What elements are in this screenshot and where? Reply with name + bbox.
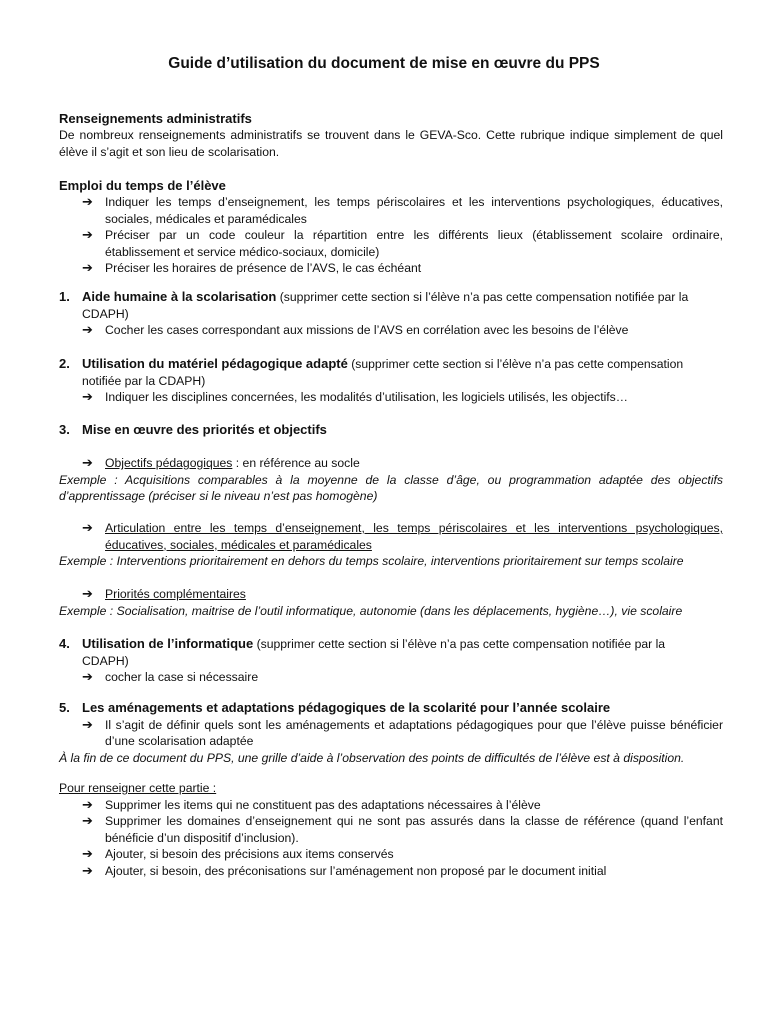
example-text: Exemple : Acquisitions comparables à la moyenne de la classe d’âge, ou programmation adaptée des objectifs d’apprentissage (préciser si le niveau n’est pas homogène) bbox=[59, 472, 723, 504]
section-4 bbox=[59, 636, 723, 686]
arrow-list bbox=[59, 717, 723, 750]
arrow-list bbox=[59, 194, 723, 277]
arrow-icon: ➔ bbox=[82, 586, 93, 601]
section-heading: 1. Aide humaine à la scolarisation (supprimer cette section si l’élève n’a pas cette compensation notifiée par la bbox=[59, 289, 689, 304]
arrow-icon: ➔ bbox=[82, 260, 93, 276]
list-item: ➔ Il s’agit de définir quels sont les aménagements et adaptations pédagogiques pour que l’élève puisse bénéficier d’une scolarisation adaptée bbox=[82, 716, 723, 749]
list-item: ➔ Objectifs pédagogiques : en référence au socle bbox=[82, 455, 360, 470]
arrow-icon: ➔ bbox=[82, 796, 93, 812]
list-item: ➔ Indiquer les temps d’enseignement, les temps périscolaires et les interventions psychologiques, éducatives, sociales, médicales et paramédicales bbox=[82, 194, 723, 226]
section-3c bbox=[59, 586, 723, 619]
list-item: ➔ cocher la case si nécessaire bbox=[82, 669, 259, 685]
arrow-list bbox=[59, 669, 723, 686]
section-emploi bbox=[59, 177, 723, 277]
arrow-list bbox=[59, 389, 723, 406]
section-heading-cont: CDAPH) bbox=[82, 653, 129, 668]
section-2 bbox=[59, 356, 723, 406]
section-fill bbox=[59, 780, 723, 880]
section-heading-cont: notifiée par la CDAPH) bbox=[82, 373, 206, 388]
list-item: ➔ Articulation entre les temps d’enseignement, les temps périscolaires et les interventions psychologiques, éducatives, sociales, médicales et paramédicales bbox=[82, 520, 723, 552]
list-item: ➔ Préciser les horaires de présence de l’AVS, le cas échéant bbox=[82, 260, 422, 276]
example-text: Exemple : Socialisation, maitrise de l’outil informatique, autonomie (dans les déplacements, hygiène…), vie scolaire bbox=[59, 603, 683, 618]
section-3a bbox=[59, 455, 723, 505]
arrow-list bbox=[59, 586, 723, 603]
section-heading: 2. Utilisation du matériel pédagogique adapté (supprimer cette section si l’élève n’a pas cette compensation bbox=[59, 356, 684, 371]
arrow-list bbox=[59, 322, 723, 339]
example-text: Exemple : Interventions prioritairement en dehors du temps scolaire, interventions prioritairement sur temps scolaire bbox=[59, 554, 684, 569]
list-item: ➔ Supprimer les items qui ne constituent pas des adaptations nécessaires à l’élève bbox=[82, 796, 541, 812]
list-item: ➔ Supprimer les domaines d’enseignement qui ne sont pas assurés dans la classe de référence (quand l’enfant bénéficie d’un dispositif d’inclusion). bbox=[82, 813, 723, 845]
arrow-icon: ➔ bbox=[82, 813, 93, 829]
section-heading: Emploi du temps de l’élève bbox=[59, 178, 226, 193]
list-item: ➔ Préciser par un code couleur la répartition entre les différents lieux (établissement scolaire ordinaire, établissement et service médico-sociaux, domicile) bbox=[82, 227, 723, 259]
section-admin bbox=[59, 110, 723, 160]
section-heading: Pour renseigner cette partie : bbox=[59, 781, 217, 795]
arrow-icon: ➔ bbox=[82, 389, 93, 405]
section-heading: 3. Mise en œuvre des priorités et objectifs bbox=[59, 422, 327, 437]
section-3 bbox=[59, 422, 723, 439]
arrow-icon: ➔ bbox=[82, 227, 93, 243]
arrow-list bbox=[59, 797, 723, 880]
page-title: Guide d’utilisation du document de mise en œuvre du PPS bbox=[168, 55, 600, 72]
section-5 bbox=[59, 700, 723, 766]
arrow-icon: ➔ bbox=[82, 194, 93, 209]
arrow-icon: ➔ bbox=[82, 716, 93, 732]
arrow-list bbox=[59, 520, 723, 553]
arrow-icon: ➔ bbox=[82, 669, 93, 685]
section-text: De nombreux renseignements administratifs se trouvent dans le GEVA-Sco. Cette rubrique indique simplement de quel élève il s’agit et son lieu de scolarisation. bbox=[59, 128, 723, 159]
arrow-icon: ➔ bbox=[82, 520, 93, 535]
list-item: ➔ Priorités complémentaires bbox=[82, 586, 246, 601]
arrow-icon: ➔ bbox=[82, 846, 93, 862]
section-heading: 5. Les aménagements et adaptations pédagogiques de la scolarité pour l’année scolaire bbox=[59, 700, 611, 715]
arrow-list bbox=[59, 455, 723, 472]
list-item: ➔ Indiquer les disciplines concernées, les modalités d’utilisation, les logiciels utilisés, les objectifs… bbox=[82, 389, 628, 405]
section-1 bbox=[59, 289, 723, 339]
section-3b bbox=[59, 520, 723, 570]
list-item: ➔ Ajouter, si besoin des précisions aux items conservés bbox=[82, 846, 394, 862]
arrow-icon: ➔ bbox=[82, 862, 93, 878]
section-heading-cont: CDAPH) bbox=[82, 306, 129, 321]
arrow-icon: ➔ bbox=[82, 455, 93, 470]
section-heading: Renseignements administratifs bbox=[59, 111, 252, 126]
list-item: ➔ Cocher les cases correspondant aux missions de l’AVS en corrélation avec les besoins de l’élève bbox=[82, 322, 629, 338]
arrow-icon: ➔ bbox=[82, 322, 93, 338]
note-text: À la fin de ce document du PPS, une grille d’aide à l’observation des points de difficultés de l’élève est à disposition. bbox=[59, 750, 685, 765]
list-item: ➔ Ajouter, si besoin, des préconisations sur l’aménagement non proposé par le document initial bbox=[82, 862, 607, 878]
section-heading: 4. Utilisation de l’informatique (supprimer cette section si l’élève n’a pas cette compensation notifiée par la bbox=[59, 636, 666, 651]
